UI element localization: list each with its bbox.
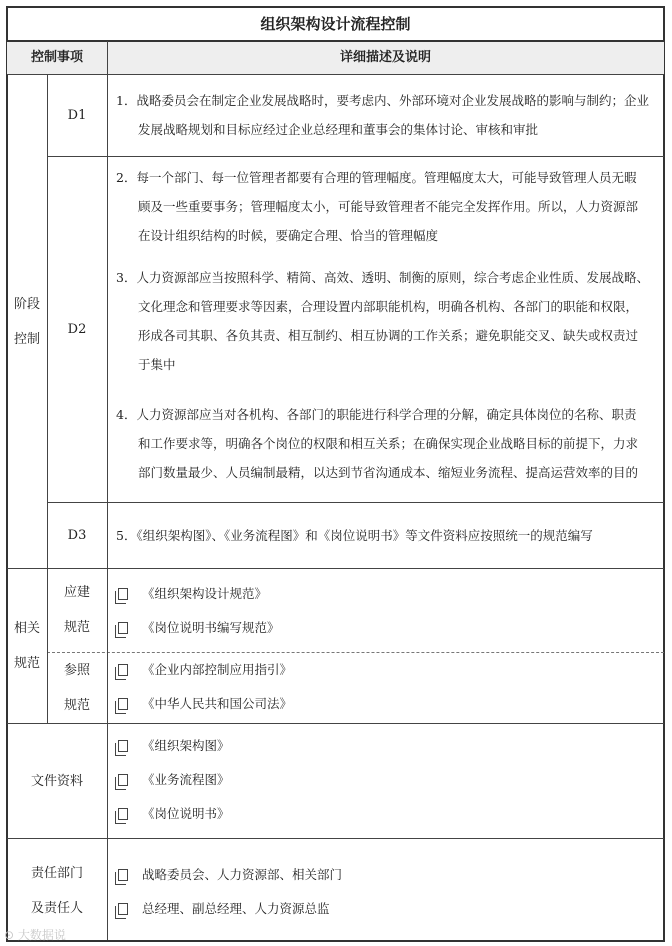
document-item-text: 《岗位说明书》 [142,806,230,821]
header-control-items: 控制事项 [30,50,83,65]
watermark-text: 大数据说 [17,928,66,942]
d3-code: D3 [67,528,87,543]
reference-norms-label [47,653,107,723]
should-build-line1: 应建 [63,585,90,600]
document-icon [118,622,128,634]
rule-docs [7,838,664,839]
d1-item-1 [116,86,662,144]
document-icon [118,903,128,915]
responsible-line1: 责任部门 [30,866,83,881]
norm-item [118,694,292,714]
d2-item-4 [116,400,662,487]
norm-item-text: 《组织架构设计规范》 [142,586,268,601]
stage-label-line2: 控制 [13,331,40,347]
responsible-item [118,899,330,919]
d2-item-2-line3: 在设计组织结构的时候，要确定合理、恰当的管理幅度 [138,228,439,243]
d1-code: D1 [67,108,87,123]
document-icon [118,869,128,881]
should-build-line2: 规范 [63,620,90,635]
table-title: 组织架构设计流程控制 [260,15,411,33]
document-icon [118,588,128,600]
norm-item-text: 《企业内部控制应用指引》 [142,662,293,677]
document-item-text: 《组织架构图》 [142,738,230,753]
stage-label-line1: 阶段 [13,296,40,312]
d2-item-2-line1: 2．每一个部门、每一位管理者都要有合理的管理幅度。管理幅度太大，可能导致管理人员无暇 [116,170,637,185]
d2-item-4-line1: 4．人力资源部应当对各机构、各部门的职能进行科学合理的分解，确定具体岗位的名称、职责 [116,407,637,422]
document-item [118,804,230,824]
norm-item [118,660,292,680]
d2-item-2-line2: 顾及一些重要事务；管理幅度太小，可能导致管理者不能完全发挥作用。所以，人力资源部 [138,199,639,214]
document-icon [118,740,128,752]
d2-item-4-line3: 部门数量最少、人员编制最精，以达到节省沟通成本、缩短业务流程、提高运营效率的目的 [138,465,639,480]
rule-stage [7,568,664,569]
d2-item-3 [116,263,662,379]
d2-item-3-line4: 于集中 [138,357,176,372]
reference-line2: 规范 [63,698,90,713]
document-item [118,770,230,790]
responsible-item [118,865,342,885]
d2-item-3-line2: 文化理念和管理要求等因素，合理设置内部职能机构，明确各机构、各部门的职能和权限， [138,299,639,314]
watermark [4,926,66,943]
d3-item-5 [116,521,662,550]
responsible-item-text: 战略委员会、人力资源部、相关部门 [142,867,343,882]
rule-d1 [47,156,664,157]
reference-line1: 参照 [63,663,90,678]
related-norms-line2: 规范 [13,656,40,671]
document-icon [118,774,128,786]
document-item [118,736,230,756]
rule-title [7,40,664,42]
rule-d2 [47,502,664,503]
should-build-norms-label [47,575,107,645]
d2-item-4-line2: 和工作要求等，明确各个岗位的权限和相互关系；在确保实现企业战略目标的前提下，力求 [138,436,639,451]
norm-item-text: 《中华人民共和国公司法》 [142,696,293,711]
weibo-icon: ⊙ [4,928,15,942]
responsible-item-text: 总经理、副总经理、人力资源总监 [142,901,330,916]
rule-col-main [107,41,108,940]
norm-item-text: 《岗位说明书编写规范》 [142,620,280,635]
related-norms-label [7,569,47,723]
d1-item-1-line2: 发展战略规划和目标应经过企业总经理和董事会的集体讨论、审核和审批 [138,122,539,137]
header-description: 详细描述及说明 [339,50,431,65]
related-norms-line1: 相关 [13,621,40,636]
d2-code: D2 [67,322,87,337]
document-icon [118,698,128,710]
d2-item-2 [116,163,662,250]
d3-item-5-line1: 5．《组织架构图》、《业务流程图》和《岗位说明书》等文件资料应按照统一的规范编写 [116,528,593,543]
stage-control-label [7,75,47,568]
d1-item-1-line1: 1．战略委员会在制定企业发展战略时，要考虑内、外部环境对企业发展战略的影响与制约；企业 [116,93,649,108]
responsible-line2: 及责任人 [30,901,83,916]
document-icon [118,664,128,676]
d2-item-3-line3: 形成各司其职、各负其责、相互制约、相互协调的工作关系；避免职能交叉、缺失或权责过 [138,328,639,343]
norm-item [118,584,267,604]
d2-item-3-line1: 3．人力资源部应当按照科学、精简、高效、透明、制衡的原则，综合考虑企业性质、发展战略、 [116,270,649,285]
document-item-text: 《业务流程图》 [142,772,230,787]
responsible-label [7,856,107,926]
documents-label: 文件资料 [30,773,83,789]
norm-item [118,618,280,638]
rule-norms-dashed [47,652,664,653]
document-icon [118,808,128,820]
